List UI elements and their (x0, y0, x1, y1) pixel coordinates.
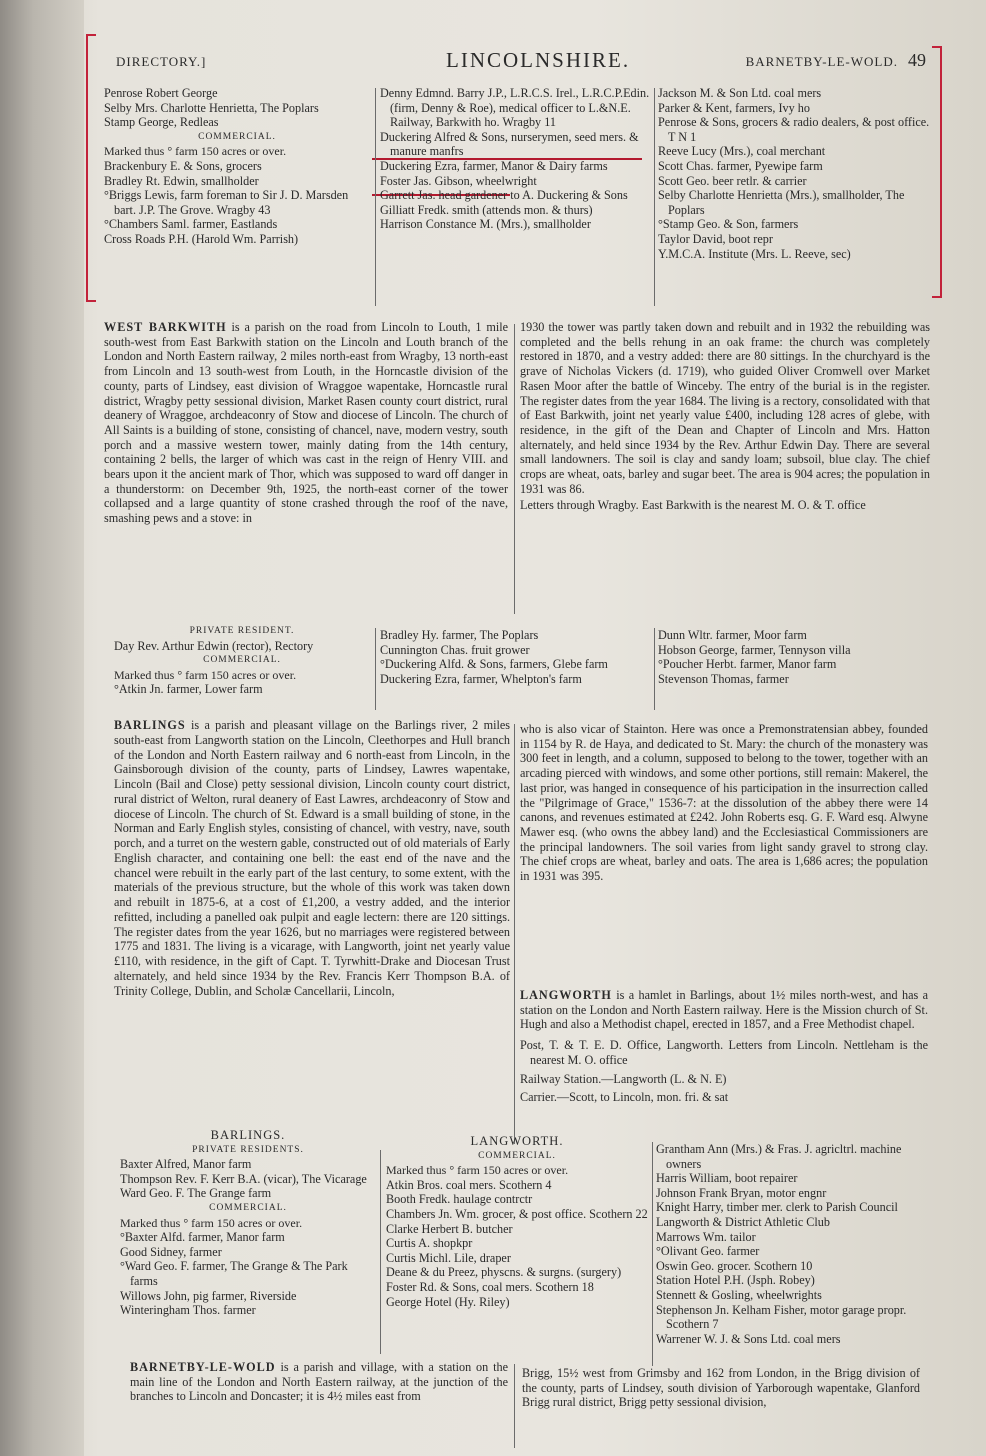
list-item: Stephenson Jn. Kelham Fisher, motor garage propr. Scothern 7 (656, 1302, 907, 1332)
paragraph-text: 1930 the tower was partly taken down and rebuilt and in 1932 the rebuilding was completed and the bells rehung in an oak frame: the church was completely restored in 1870, and a vestry added: there are 80 sittings. In the churchyard is the grave of Nicholas Vickers (d. 1719), who guided Oliver Cromwell over Market Rasen Moor after the battle of Winceby. The entry of the burial is in the register. The register dates from the year 1684. The living is a rectory, consolidated with that of East Barkwith, joint net yearly value £400, including 128 acres of glebe, with residence, in the gift of the Dean and Chapter of Lincoln and Mrs. Hatton alternately, and held since 1934 by the Rev. Arthur Edwin Day. There are several small landowners. The soil is clay and sandy loam; subsoil, blue clay. The chief crops are wheat, oats, barley and sugar beet. The area is 904 acres; the population in 1931 was 86. (520, 320, 930, 496)
list-item: Chambers Jn. Wm. grocer, & post office. Scothern 22 (386, 1206, 648, 1221)
list-item: Booth Fredk. haulage contrctr (386, 1192, 533, 1207)
list-item: Gilliatt Fredk. smith (attends mon. & thurs) (380, 202, 593, 217)
red-bracket-left-top (86, 34, 96, 36)
column-rule (380, 1150, 381, 1354)
list-item: Knight Harry, timber mer. clerk to Parish Council (656, 1200, 898, 1215)
paragraph-text: is a parish on the road from Lincoln to Louth, 1 mile south-west from East Barkwith station on the Lincoln and Louth branch of the London and North Eastern railway, 2 miles north-east from Wragby, 13 north-east from Lincoln and 13 south-west from Louth, in the Horncastle division of the county, parts of Lindsey, east division of Wraggoe wapentake, Horncastle rural district, Wragby petty sessional division, Market Rasen county court district, rural deanery of Wraggoe, archdeaconry of Stow and diocese of Lincoln. The church of All Saints is a building of stone, consisting of chancel, nave, modern vestry, south porch and a massive western tower, mainly dating from the 14th century, containing 2 bells, the larger of which was cast in the reign of Henry VIII. and bears upon it the ancient mark of Thor, which was supposed to ward off danger in a thunderstorm: on December 9th, 1925, the north-east corner of the tower collapsed and a large quantity of stone crashed through the roof of the nave, smashing pews and a stove: in (104, 320, 509, 526)
section-subheading: COMMERCIAL. (478, 1150, 556, 1161)
paragraph-text: who is also vicar of Stainton. Here was once a Premonstratensian abbey, founded in 1154 by R. de Haya, and dedicated to St. Mary: the church of the monastery was 300 feet in length, and a column, supposed to belong to the tower, together with an arcading pierced with windows, and some other portions, still remain: Makerel, the last prior, was hanged in consequence of his participation in the insurrection called the "Pilgrimage of Grace," 1536-7: at the dissolution of the abbey there were 14 canons, and revenues estimated at £242. John Roberts esq. G. F. Ward esq. Alwyne Mawer esq. (who owns the abbey land) and the Ecclesiastical Commissioners are the principal landowners. The soil varies from light sandy gravel to strong clay. The chief crops are wheat, barley and oats. The area is 1,686 acres; the population in 1931 was 395. (520, 722, 928, 884)
column-rule (514, 324, 515, 614)
column-rule (514, 724, 515, 1144)
list-item: Deane & du Preez, physcns. & surgns. (surgery) (386, 1265, 622, 1280)
section-subheading: PRIVATE RESIDENT. (189, 626, 295, 636)
list-item: Curtis A. shopkpr (386, 1236, 473, 1251)
barlings-description-right (520, 722, 928, 884)
section-subheading: COMMERCIAL. (209, 1202, 287, 1213)
list-item: Parker & Kent, farmers, Ivy ho (658, 100, 810, 115)
langworth-directory-col-2 (386, 1134, 648, 1309)
list-item: Taylor David, boot repr (658, 231, 773, 246)
list-item: Johnson Frank Bryan, motor engnr (656, 1185, 827, 1200)
top-col-2 (380, 86, 650, 232)
list-item: °Poucher Herbt. farmer, Manor farm (658, 657, 837, 672)
list-item: Willows John, pig farmer, Riverside (120, 1288, 297, 1303)
barnetby-description-left (130, 1360, 508, 1404)
list-item: Station Hotel P.H. (Jsph. Robey) (656, 1273, 815, 1288)
barnetby-description-right (522, 1366, 920, 1410)
barlings-directory (120, 1128, 376, 1318)
list-item: Denny Edmnd. Barry J.P., L.R.C.S. Irel., L.R.C.P.Edin. (firm, Denny & Roe), medical officer to L.&N.E. Railway, Barkwith ho. Wragby 11 (380, 86, 650, 130)
section-title: LANGWORTH. (470, 1134, 564, 1148)
list-item: Winteringham Thos. farmer (120, 1303, 256, 1318)
list-item: Good Sidney, farmer (120, 1244, 222, 1259)
header-left: DIRECTORY.] (116, 54, 207, 69)
list-item: °Duckering Alfd. & Sons, farmers, Glebe farm (380, 657, 608, 672)
list-item: Y.M.C.A. Institute (Mrs. L. Reeve, sec) (658, 246, 851, 261)
list-item: °Olivant Geo. farmer (656, 1244, 760, 1259)
section-subheading: COMMERCIAL. (203, 655, 281, 666)
place-heading: WEST BARKWITH (104, 320, 227, 334)
list-item: Hobson George, farmer, Tennyson villa (658, 642, 851, 657)
section-title: BARLINGS. (210, 1128, 286, 1142)
list-item: Marrows Wm. tailor (656, 1229, 756, 1244)
list-item: George Hotel (Hy. Riley) (386, 1294, 510, 1309)
list-item: Marked thus ° farm 150 acres or over. (114, 667, 297, 682)
list-item: Brackenbury E. & Sons, grocers (104, 158, 262, 173)
list-item: Atkin Bros. coal mers. Scothern 4 (386, 1177, 552, 1192)
west-barkwith-col-2 (380, 628, 650, 686)
paragraph-text: is a parish and pleasant village on the Barlings river, 2 miles south-east from Langworth station on the Lincoln, Cleethorpes and Hull branch of the London and North Eastern railway and 6 north-east from Lincoln, in the Gainsborough division of the county, parts of Lindsey, Lawres wapentake, Lincoln (Bail and Close) petty sessional division, Lincoln county court district, rural district of Welton, rural deanery of East Lawres, archdeaconry of Stow and diocese of Lincoln. The church of St. Edward is a small building of stone, in the Norman and Early English styles, consisting of chancel, with vestry, nave, south porch, and a turret on the western gable, constructed out of old materials of Early English character, and containing one bell: the east end of the nave and the chancel were rebuilt in the early part of the last century, to some extent, with the materials of the previous structure, but the whole of this work was taken down and rebuilt in 1875-6, at a cost of £1,200, a vestry added, and the interior refitted, including a panelled oak pulpit and eagle lectern: there are 120 sittings. The register dates from the year 1626, but no marriages were registered between 1775 and 1831. The living is a vicarage, with Langworth, joint net yearly value £110, with residence, in the gift of Capt. T. Tyrwhitt-Drake and Diocesan Trust alternately, and held since 1934 by the Rev. Francis Kerr Thompson B.A. of Trinity College, Dublin, and Scholæ Cancellarii, Lincoln, (114, 718, 510, 998)
list-item: Foster Rd. & Sons, coal mers. Scothern 18 (386, 1279, 594, 1294)
list-item: Reeve Lucy (Mrs.), coal merchant (658, 144, 826, 159)
list-item: Dunn Wltr. farmer, Moor farm (658, 628, 807, 642)
header-place: BARNETBY-LE-WOLD. (745, 54, 898, 69)
column-rule (375, 88, 376, 306)
carrier-note: Carrier.—Scott, to Lincoln, mon. fri. & sat (520, 1090, 729, 1105)
list-item: Cross Roads P.H. (Harold Wm. Parrish) (104, 231, 299, 246)
langworth-description (520, 988, 928, 1105)
list-item: Langworth & District Athletic Club (656, 1214, 830, 1229)
list-item: Garrett Jas. head gardener to A. Duckering & Sons (380, 188, 628, 203)
list-item: Clarke Herbert B. butcher (386, 1221, 513, 1236)
list-item: Ward Geo. F. The Grange farm (120, 1186, 272, 1201)
column-rule (654, 628, 655, 710)
column-rule (514, 1364, 515, 1448)
top-col-3 (658, 86, 930, 261)
page-number: 49 (908, 50, 926, 70)
list-item: Penrose Robert George (104, 86, 218, 100)
barlings-description-left (114, 718, 510, 998)
list-item: Marked thus ° farm 150 acres or over. (386, 1163, 569, 1178)
list-item: °Briggs Lewis, farm foreman to Sir J. D. Marsden bart. J.P. The Grove. Wragby 43 (104, 188, 349, 217)
list-item: °Chambers Saml. farmer, Eastlands (104, 217, 278, 232)
list-item: Stamp George, Redleas (104, 115, 219, 130)
paragraph-text: Brigg, 15½ west from Grimsby and 162 from London, in the Brigg division of the county, parts of Lindsey, south division of Yarborough wapentake, Glanford Brigg rural district, Brigg petty sessional division, (522, 1366, 920, 1410)
list-item: Curtis Michl. Lile, draper (386, 1250, 511, 1265)
list-item: Thompson Rev. F. Kerr B.A. (vicar), The Vicarage (120, 1171, 367, 1186)
list-item: Day Rev. Arthur Edwin (rector), Rectory (114, 638, 314, 653)
list-item: °Baxter Alfd. farmer, Manor farm (120, 1230, 285, 1245)
book-spine-shadow (0, 0, 84, 1456)
list-item: Selby Mrs. Charlotte Henrietta, The Poplars (104, 100, 319, 115)
place-heading: BARNETBY-LE-WOLD (130, 1360, 276, 1374)
red-bracket-right (940, 46, 942, 298)
list-item: Stevenson Thomas, farmer (658, 671, 789, 686)
column-rule (654, 88, 655, 306)
header-county: LINCOLNSHIRE. (446, 48, 631, 72)
list-item: Stennett & Gosling, wheelwrights (656, 1287, 822, 1302)
list-item: Scott Geo. beer retlr. & carrier (658, 173, 807, 188)
list-item: Jackson M. & Son Ltd. coal mers (658, 86, 822, 100)
place-heading: LANGWORTH (520, 988, 612, 1002)
west-barkwith-description-right (520, 320, 930, 513)
west-barkwith-col-3 (658, 628, 930, 686)
list-item: Selby Charlotte Henrietta (Mrs.), smallholder, The Poplars (658, 188, 905, 217)
post-office-note: Post, T. & T. E. D. Office, Langworth. Letters from Lincoln. Nettleham is the nearest M. O. office (520, 1038, 928, 1067)
list-item: Duckering Alfred & Sons, nurserymen, seed mers. & manure manfrs (380, 129, 639, 159)
list-item: Marked thus ° farm 150 acres or over. (120, 1215, 303, 1230)
column-rule (652, 1142, 653, 1366)
list-item: Harris William, boot repairer (656, 1171, 798, 1186)
list-item: °Ward Geo. F. farmer, The Grange & The Park farms (120, 1259, 348, 1288)
list-item: Penrose & Sons, grocers & radio dealers, & post office. T N 1 (658, 115, 930, 144)
list-item: °Atkin Jn. farmer, Lower farm (114, 682, 263, 697)
red-bracket-right-bottom (932, 296, 942, 298)
list-item: Bradley Hy. farmer, The Poplars (380, 628, 539, 642)
list-item: Marked thus ° farm 150 acres or over. (104, 144, 287, 159)
list-item: Duckering Ezra, farmer, Manor & Dairy farms (380, 158, 608, 173)
paragraph-text: is a hamlet in Barlings, about 1½ miles north-west, and has a station on the London and North Eastern railway. Here is the Mission church of St. Hugh and also a Methodist chapel, erected in 1857, and a Free Methodist chapel. (520, 988, 928, 1032)
list-item: Harrison Constance M. (Mrs.), smallholder (380, 217, 591, 232)
railway-note: Railway Station.—Langworth (L. & N. E) (520, 1071, 727, 1086)
list-item: Grantham Ann (Mrs.) & Fras. J. agricltrl. machine owners (656, 1142, 902, 1171)
list-item: Foster Jas. Gibson, wheelwright (380, 173, 537, 188)
list-item: Scott Chas. farmer, Pyewipe farm (658, 158, 823, 173)
paragraph-text: is a parish and village, with a station on the main line of the London and North Eastern railway, at the junction of the branches to Lincoln and Doncaster; it is 4½ miles east from (130, 1360, 508, 1404)
letters-note: Letters through Wragby. East Barkwith is the nearest M. O. & T. office (520, 498, 866, 513)
list-item: Bradley Rt. Edwin, smallholder (104, 173, 259, 188)
list-item: Cunnington Chas. fruit grower (380, 642, 530, 657)
list-item: Warrener W. J. & Sons Ltd. coal mers (656, 1331, 841, 1346)
list-item: °Stamp Geo. & Son, farmers (658, 217, 799, 232)
column-rule (375, 628, 376, 710)
red-bracket-left-bottom (86, 300, 96, 302)
list-item: Duckering Ezra, farmer, Whelpton's farm (380, 671, 582, 686)
list-item: Oswin Geo. grocer. Scothern 10 (656, 1258, 813, 1273)
red-bracket-left (86, 34, 88, 302)
place-heading: BARLINGS (114, 718, 186, 732)
list-item: Baxter Alfred, Manor farm (120, 1157, 252, 1172)
west-barkwith-col-1 (114, 624, 370, 697)
section-subheading: PRIVATE RESIDENTS. (192, 1144, 304, 1155)
section-subheading: COMMERCIAL. (198, 131, 276, 142)
west-barkwith-description-left (104, 320, 508, 526)
top-col-1 (104, 86, 370, 247)
langworth-directory-col-3 (656, 1142, 924, 1346)
running-header (116, 48, 938, 78)
